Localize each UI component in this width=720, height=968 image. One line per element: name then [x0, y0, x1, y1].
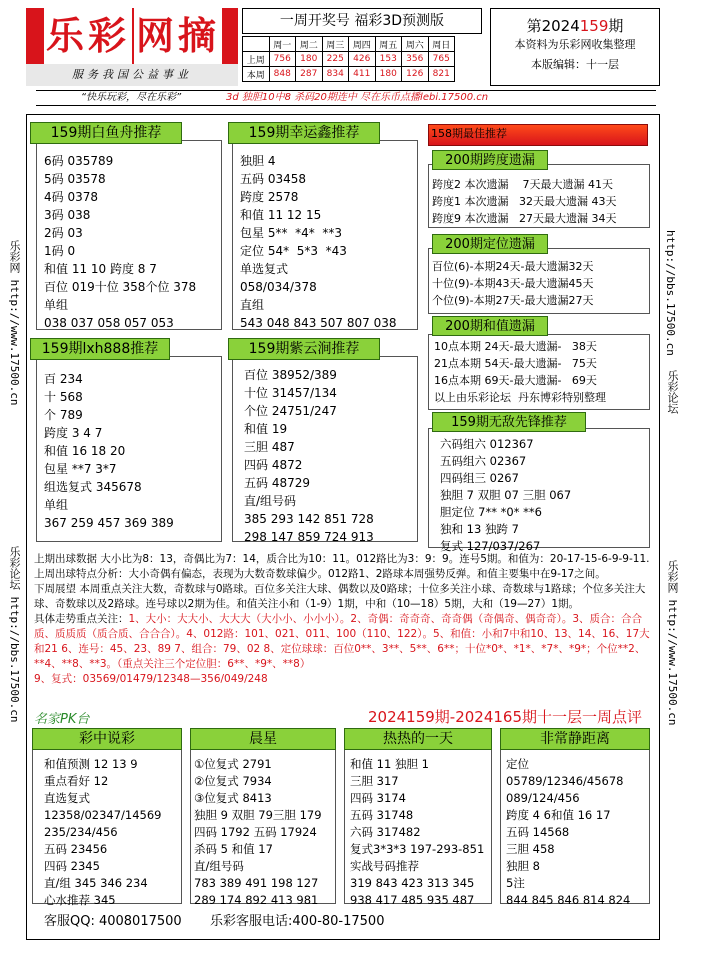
list-item: 重点看好 12 [44, 774, 109, 788]
list-item: 六码组六 012367 [440, 437, 534, 451]
list-item: 298 147 859 724 913 [244, 530, 374, 544]
list-item: 十位 31457/134 [244, 386, 337, 400]
draw-cell: 834 [322, 67, 349, 82]
analysis-next-week: 下周展望 本周重点关注大数，奇数球与0路球。百位多关注大球、偶数以及0路球；十位多关注小球、奇数球与1路球；个位多关注大球、奇数球以及2路球。连号球以2期为佳。和值关注小和（1-9）1期，中和（10—18）5期，大和（19—27）1期。 [34, 583, 646, 610]
list-item: 和值 11 12 15 [240, 208, 322, 222]
draw-cell: 287 [296, 67, 323, 82]
panel-content [440, 436, 571, 555]
list-item: 个 789 [44, 408, 83, 422]
panel-title: 159期幸运鑫推荐 [228, 122, 380, 144]
panel-content [434, 338, 606, 406]
panel-content [240, 152, 397, 332]
list-item: 089/124/456 [506, 791, 580, 805]
panel-title: 200期跨度遗漏 [432, 150, 548, 170]
list-item: 和值预测 12 13 9 [44, 757, 138, 771]
panel-title: 159期紫云涧推荐 [228, 338, 380, 360]
list-item: 058/034/378 [240, 280, 317, 294]
list-item: 六码 317482 [350, 825, 421, 839]
day-cell: 周日 [428, 37, 455, 52]
draw-cell: 180 [375, 67, 402, 82]
list-item: 单组 [44, 298, 69, 312]
promo-bar [36, 90, 656, 106]
list-item: 复式3*3*3 197-293-851 [350, 842, 485, 856]
list-item: 实战号码推荐 [350, 859, 419, 873]
list-item: 跨度 3 4 7 [44, 426, 103, 440]
panel-title: 200期和值遗漏 [432, 316, 548, 336]
panel-content [432, 258, 594, 309]
list-item: 直/组 345 346 234 [44, 876, 148, 890]
list-item: 319 843 423 313 345 [350, 876, 475, 890]
row-label: 本周 [243, 67, 270, 82]
list-item: 心水推荐 345 [44, 893, 116, 907]
list-item: 05789/12346/45678 [506, 774, 624, 788]
list-item: 五码组六 02367 [440, 454, 527, 468]
list-item: 十 568 [44, 390, 83, 404]
issue-number: 第2024159期 [526, 17, 624, 35]
list-item: 跨度 2578 [240, 190, 299, 204]
day-cell: 周二 [296, 37, 323, 52]
analysis-text [34, 552, 652, 687]
list-item: 四码 3174 [350, 791, 406, 805]
draw-cell: 848 [269, 67, 296, 82]
day-cell: 周一 [269, 37, 296, 52]
list-item: 定位 [506, 757, 529, 771]
list-item: 四码 4872 [244, 458, 303, 472]
day-cell: 周四 [349, 37, 376, 52]
panel-title: 159期白鱼舟推荐 [30, 122, 182, 144]
panel-content [194, 756, 322, 909]
list-item: 289 174 892 413 981 [194, 893, 319, 907]
list-item: 五码 03458 [240, 172, 306, 186]
list-item: 和值 11 独胆 1 [350, 757, 429, 771]
panel-title: 彩中说彩 [32, 728, 182, 750]
list-item: 四码组三 0267 [440, 471, 519, 485]
list-item: 定位 54* 5*3 *43 [240, 244, 347, 258]
list-item: 844 845 846 814 824 [506, 893, 631, 907]
list-item: 以上由乐彩论坛 丹东博彩特别整理 [434, 391, 606, 404]
list-item: 包星 **7 3*7 [44, 462, 117, 476]
day-cell: 周六 [402, 37, 429, 52]
list-item: 367 259 457 369 389 [44, 516, 174, 530]
side-text-left-top: 乐彩网 http://www.17500.cn [8, 240, 21, 406]
list-item: 杀码 5 和值 17 [194, 842, 273, 856]
list-item: 938 417 485 935 487 [350, 893, 475, 907]
list-item: 3码 038 [44, 208, 91, 222]
list-item: 5注 [506, 876, 525, 890]
panel-title: 159期lxh888推荐 [30, 338, 170, 360]
list-item: 385 293 142 851 728 [244, 512, 374, 526]
list-item: 单选复式 [240, 262, 289, 276]
list-item: 直组 [240, 298, 265, 312]
list-item: ①位复式 2791 [194, 757, 272, 771]
panel-title: 热热的一天 [344, 728, 492, 750]
list-item: 5码 03578 [44, 172, 106, 186]
day-cell: 周五 [375, 37, 402, 52]
list-item: 个位 24751/247 [244, 404, 337, 418]
quote-text: “快乐玩彩，尽在乐彩” [80, 92, 182, 103]
list-item: 百位 38952/389 [244, 368, 337, 382]
list-item: 跨度9 本次遗漏 27天最大遗漏 34天 [432, 212, 617, 225]
pk-label: 名家PK台 [34, 712, 90, 727]
table-row-days [243, 37, 455, 52]
draw-cell: 426 [349, 52, 376, 67]
analysis-last-week: 上期出球数据 大小比为8：13，奇偶比为7：14，质合比为10：11。012路比为3：9：9。连号5期。和值为：20-17-15-6-9-9-11.上周出球特点分析：大小奇偶有偏态，表现为大数奇数球偏少。012路1、2路球本周强势反弹。和值主要集中在9-17之间。 [34, 553, 650, 580]
list-item: 和值 11 10 跨度 8 7 [44, 262, 157, 276]
list-item: 组选复式 345678 [44, 480, 142, 494]
list-item: 五码 31748 [350, 808, 414, 822]
issue-note: 本资料为乐彩网收集整理 [514, 38, 636, 51]
panel-content [44, 152, 196, 332]
list-item: 2码 03 [44, 226, 83, 240]
draw-cell: 756 [269, 52, 296, 67]
logo-main-text: 乐彩 [44, 8, 132, 64]
list-item: 6码 035789 [44, 154, 114, 168]
list-item: 跨度 4 6和值 16 17 [506, 808, 611, 822]
analysis-compound: 9、复式：03569/01479/12348—356/049/248 [34, 673, 268, 685]
draw-cell: 411 [349, 67, 376, 82]
list-item: 三胆 487 [244, 440, 295, 454]
list-item: 跨度1 本次遗漏 32天最大遗漏 43天 [432, 195, 617, 208]
list-item: 百位 019十位 358个位 378 [44, 280, 197, 294]
draw-cell: 153 [375, 52, 402, 67]
panel-content [506, 756, 630, 909]
list-item: 和值 16 18 20 [44, 444, 126, 458]
list-item: ②位复式 7934 [194, 774, 272, 788]
draw-cell: 126 [402, 67, 429, 82]
side-text-right-top: http://bbs.17500.cn [664, 230, 677, 356]
list-item: 直/组号码 [194, 859, 244, 873]
panel-content [350, 756, 484, 909]
list-item: 四码 1792 五码 17924 [194, 825, 317, 839]
draw-cell: 225 [322, 52, 349, 67]
panel-content [432, 176, 616, 227]
list-item: 四码 2345 [44, 859, 100, 873]
table-row-this-week [243, 67, 455, 82]
pk-promo: 2024159期-2024165期十一层一周点评 [368, 708, 643, 726]
footer-qq: 客服QQ: 4008017500 [44, 914, 182, 929]
list-item: 543 048 843 507 807 038 [240, 316, 397, 330]
draw-cell: 180 [296, 52, 323, 67]
panel-content [44, 370, 174, 532]
footer-phone: 乐彩客服电话:400-80-17500 [210, 914, 385, 929]
list-item: 百位(6)-本期24天-最大遗漏32天 [432, 260, 594, 273]
issue-box [490, 8, 660, 86]
draw-cell: 356 [402, 52, 429, 67]
panel-content [44, 756, 162, 909]
slogan: 服务我国公益事业 [26, 64, 238, 86]
list-item: ③位复式 8413 [194, 791, 272, 805]
list-item: 直/组号码 [244, 494, 297, 508]
list-item: 783 389 491 198 127 [194, 876, 319, 890]
analysis-focus: 具体走势重点关注：1、大小：大大小、大大大（大小小、小小小）。2、奇偶：奇奇奇、奇奇偶（奇偶奇、偶奇奇）。3、质合：合合质、质质质（质合质、合合合）。4、012路：101、021、011、100（110、122）。5、和值：小和7中和10、13、14、16、17大和21 6、连号：45、23、89 7、组合：79、02 8、定位球球：百位0**、3**、5**、6**；十位*0*、*1*、*7*、*9*；个位**2、**4、**8、**3。（重点关注三个定位胆：6**、*9*、**8） [34, 613, 650, 670]
list-item: 21点本期 54天-最大遗漏- 75天 [434, 357, 597, 370]
list-item: 独胆 8 [506, 859, 540, 873]
panel-title: 晨星 [190, 728, 336, 750]
row-label: 上周 [243, 52, 270, 67]
list-item: 复式 127/037/267 [440, 539, 541, 553]
list-item: 五码 48729 [244, 476, 310, 490]
list-item: 三胆 317 [350, 774, 399, 788]
list-item: 跨度2 本次遗漏 7天最大遗漏 41天 [432, 178, 613, 191]
panel-content [244, 366, 374, 546]
list-item: 独胆 7 双胆 07 三胆 067 [440, 488, 572, 502]
list-item: 4码 0378 [44, 190, 98, 204]
day-cell: 周三 [322, 37, 349, 52]
list-item: 五码 23456 [44, 842, 108, 856]
panel-title: 159期无敌先锋推荐 [432, 412, 586, 432]
list-item: 个位(9)-本期27天-最大遗漏27天 [432, 294, 594, 307]
list-item: 1码 0 [44, 244, 76, 258]
page-title: 一周开奖号 福彩3D预测版 [242, 8, 482, 34]
panel-title: 200期定位遗漏 [432, 234, 548, 254]
list-item: 三胆 458 [506, 842, 555, 856]
list-item: 直选复式 [44, 791, 90, 805]
issue-editor: 本版编辑：十一层 [531, 58, 619, 71]
panel-title: 非常静距离 [500, 728, 650, 750]
list-item: 12358/02347/14569 [44, 808, 162, 822]
list-item: 独和 13 独跨 7 [440, 522, 519, 536]
table-row-last-week [243, 52, 455, 67]
list-item: 和值 19 [244, 422, 288, 436]
side-text-right-mid: 乐彩论坛 [666, 370, 679, 414]
logo-boxed-text: 网摘 [134, 8, 222, 64]
draw-cell: 821 [428, 67, 455, 82]
list-item: 十位(9)-本期43天-最大遗漏45天 [432, 277, 594, 290]
list-item: 五码 14568 [506, 825, 570, 839]
side-text-left-bottom: 乐彩论坛 http://bbs.17500.cn [8, 546, 21, 723]
list-item: 235/234/456 [44, 825, 118, 839]
site-logo [26, 8, 238, 64]
list-item: 038 037 058 057 053 [44, 316, 174, 330]
weekly-draw-table [242, 36, 455, 82]
list-item: 包星 5** *4* **3 [240, 226, 342, 240]
list-item: 16点本期 69天-最大遗漏- 69天 [434, 374, 597, 387]
list-item: 10点本期 24天-最大遗漏- 38天 [434, 340, 597, 353]
promo-link[interactable]: 3d 独胆10中8 杀码20期连中 尽在乐币点播lebi.17500.cn [226, 92, 489, 103]
list-item: 胆定位 7** *0* **6 [440, 505, 542, 519]
list-item: 单组 [44, 498, 69, 512]
side-text-right-bottom: 乐彩网 http://www.17500.cn [666, 560, 679, 726]
draw-cell: 765 [428, 52, 455, 67]
list-item: 独胆 4 [240, 154, 276, 168]
list-item: 独胆 9 双胆 79三胆 179 [194, 808, 322, 822]
best-recommend-label: 158期最佳推荐 [428, 124, 648, 146]
list-item: 百 234 [44, 372, 83, 386]
